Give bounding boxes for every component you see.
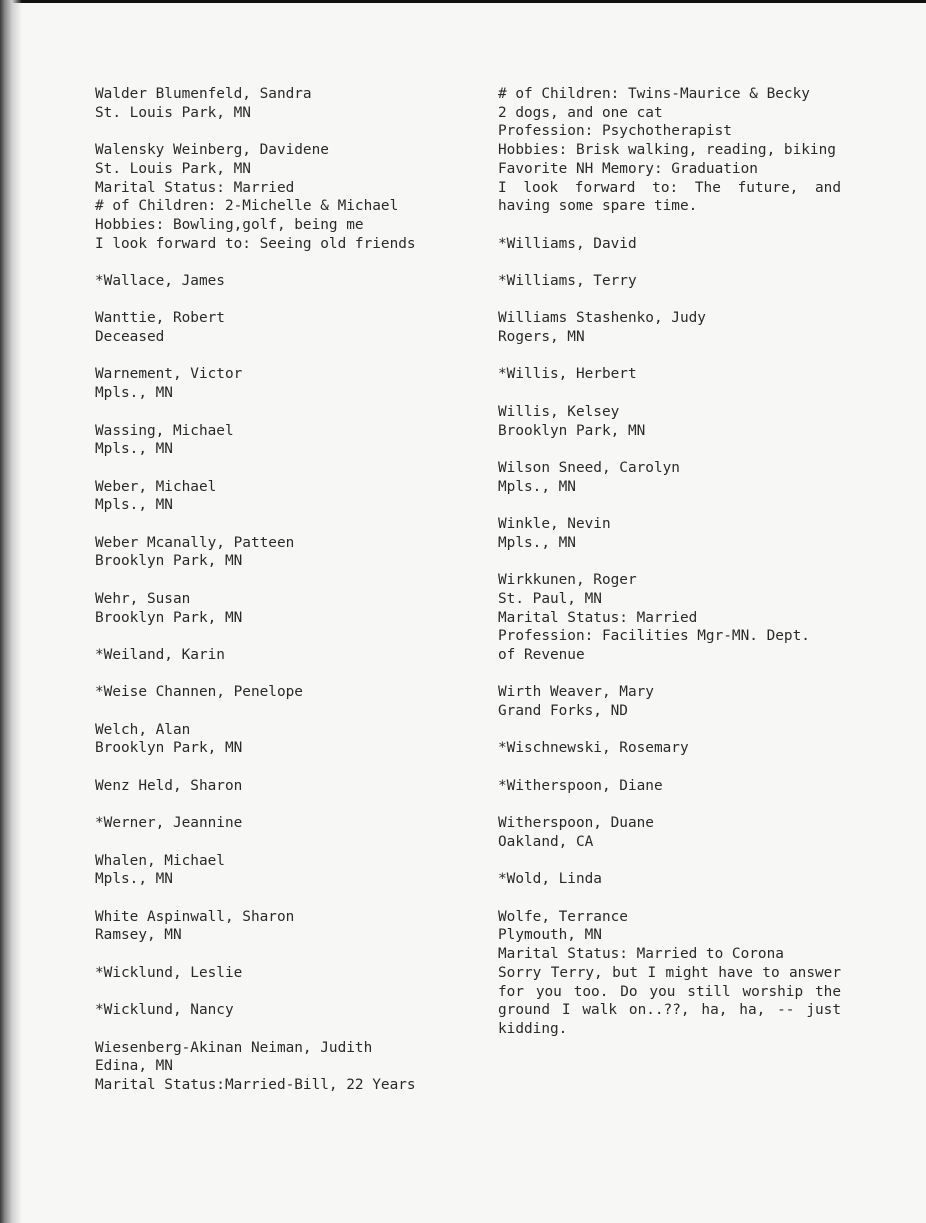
entry-line: White Aspinwall, Sharon <box>95 908 295 925</box>
directory-entry <box>498 459 858 496</box>
binding-shadow <box>0 0 22 1223</box>
entry-line: *Williams, Terry <box>498 273 637 289</box>
right-column <box>498 85 858 1057</box>
entry-line: Brooklyn Park, MN <box>95 609 243 626</box>
entry-line: Marital Status:Married-Bill, 22 Years <box>95 1076 416 1093</box>
directory-entry <box>95 777 455 796</box>
directory-entry <box>498 85 858 216</box>
entry-line: Wassing, Michael <box>95 422 234 439</box>
directory-entry <box>498 777 858 796</box>
left-column <box>95 85 455 1113</box>
entry-line: *Weiland, Karin <box>95 646 225 663</box>
entry-line: Walder Blumenfeld, Sandra <box>95 86 312 102</box>
entry-line: Weber, Michael <box>95 478 217 495</box>
directory-entry <box>498 272 858 291</box>
directory-entry <box>95 272 455 291</box>
directory-entry <box>498 683 858 720</box>
entry-line: Mpls., MN <box>95 497 173 514</box>
entry-line: Oakland, CA <box>498 833 594 850</box>
entry-line: Wolfe, Terrance <box>498 908 628 925</box>
page-top-edge <box>0 0 926 3</box>
directory-entry <box>95 1001 455 1020</box>
directory-entry <box>95 85 455 122</box>
directory-entry <box>95 964 455 983</box>
entry-line: Willis, Kelsey <box>498 403 620 420</box>
directory-entry <box>498 814 858 851</box>
directory-entry <box>95 478 455 515</box>
entry-line: Mpls., MN <box>95 385 173 402</box>
directory-entry <box>498 571 858 665</box>
entry-line: Wirth Weaver, Mary <box>498 684 654 701</box>
directory-entry <box>498 235 858 254</box>
entry-line: Wanttie, Robert <box>95 310 225 327</box>
entry-line: Plymouth, MN <box>498 927 602 944</box>
directory-entry <box>95 721 455 758</box>
entry-line: St. Paul, MN <box>498 590 602 607</box>
entry-line: *Wicklund, Leslie <box>95 964 243 981</box>
entry-line: Witherspoon, Duane <box>498 815 654 832</box>
entry-line: Walensky Weinberg, Davidene <box>95 142 329 159</box>
entry-line: Winkle, Nevin <box>498 516 611 533</box>
entry-line: # of Children: 2-Michelle & Michael <box>95 198 399 215</box>
entry-line: *Werner, Jeannine <box>95 815 243 832</box>
directory-entry <box>95 908 455 945</box>
entry-line: St. Louis Park, MN <box>95 104 251 121</box>
entry-line: Favorite NH Memory: Graduation <box>498 160 758 177</box>
directory-entry <box>498 365 858 384</box>
directory-entry <box>95 534 455 571</box>
entry-line: Marital Status: Married <box>498 609 698 626</box>
entry-line: Marital Status: Married <box>95 179 295 196</box>
directory-entry <box>95 590 455 627</box>
entry-line: Brooklyn Park, MN <box>498 422 646 439</box>
entry-line: Mpls., MN <box>498 534 576 551</box>
entry-line: *Wicklund, Nancy <box>95 1002 234 1019</box>
entry-line: Mpls., MN <box>95 441 173 458</box>
entry-line: Ramsey, MN <box>95 927 182 944</box>
directory-entry <box>95 683 455 702</box>
entry-line: Edina, MN <box>95 1058 173 1075</box>
directory-entry <box>498 515 858 552</box>
entry-line: Weber Mcanally, Patteen <box>95 534 295 551</box>
entry-line: *Wischnewski, Rosemary <box>498 740 689 757</box>
entry-line: Deceased <box>95 329 165 346</box>
entry-line: Brooklyn Park, MN <box>95 740 243 757</box>
entry-line: St. Louis Park, MN <box>95 160 251 177</box>
entry-line: Marital Status: Married to Corona <box>498 946 784 963</box>
directory-entry <box>498 309 858 346</box>
entry-line: Wehr, Susan <box>95 590 191 607</box>
entry-line: *Weise Channen, Penelope <box>95 684 303 701</box>
entry-line: *Willis, Herbert <box>498 366 637 383</box>
entry-line: Wilson Sneed, Carolyn <box>498 459 680 476</box>
directory-entry <box>95 309 455 346</box>
directory-entry <box>95 141 455 253</box>
directory-entry <box>95 1039 455 1095</box>
entry-line: I look forward to: The future, and having some spare time. <box>498 179 841 215</box>
directory-entry <box>498 403 858 440</box>
entry-line: Welch, Alan <box>95 721 191 738</box>
directory-entry <box>95 365 455 402</box>
entry-line: # of Children: Twins-Maurice & Becky <box>498 86 810 102</box>
entry-line: Profession: Psychotherapist <box>498 123 732 140</box>
entry-line: Williams Stashenko, Judy <box>498 310 706 327</box>
entry-line: *Witherspoon, Diane <box>498 777 663 794</box>
entry-line: Sorry Terry, but I might have to answer for you too. Do you still worship the ground I walk on..??, ha, ha, -- just kidding. <box>498 964 841 1037</box>
entry-line: Hobbies: Brisk walking, reading, biking <box>498 142 836 159</box>
entry-line: *Williams, David <box>498 235 637 252</box>
directory-entry <box>95 422 455 459</box>
directory-entry <box>95 814 455 833</box>
entry-line: of Revenue <box>498 646 585 663</box>
entry-line: Profession: Facilities Mgr-MN. Dept. <box>498 628 810 645</box>
entry-line: Grand Forks, ND <box>498 703 628 720</box>
directory-entry <box>95 852 455 889</box>
entry-line: *Wallace, James <box>95 273 225 289</box>
entry-line: Wenz Held, Sharon <box>95 777 243 794</box>
entry-line: Brooklyn Park, MN <box>95 553 243 570</box>
entry-line: 2 dogs, and one cat <box>498 104 663 121</box>
directory-entry <box>95 646 455 665</box>
directory-entry <box>498 739 858 758</box>
entry-line: Wirkkunen, Roger <box>498 572 637 589</box>
directory-entry <box>498 870 858 889</box>
entry-line: Rogers, MN <box>498 329 585 346</box>
entry-line: Mpls., MN <box>95 871 173 888</box>
entry-line: Mpls., MN <box>498 478 576 495</box>
entry-line: Whalen, Michael <box>95 852 225 869</box>
directory-entry <box>498 908 858 1039</box>
entry-line: Hobbies: Bowling,golf, being me <box>95 216 364 233</box>
entry-line: Warnement, Victor <box>95 366 243 383</box>
entry-line: *Wold, Linda <box>498 871 602 888</box>
entry-line: I look forward to: Seeing old friends <box>95 235 416 252</box>
entry-line: Wiesenberg-Akinan Neiman, Judith <box>95 1039 373 1056</box>
